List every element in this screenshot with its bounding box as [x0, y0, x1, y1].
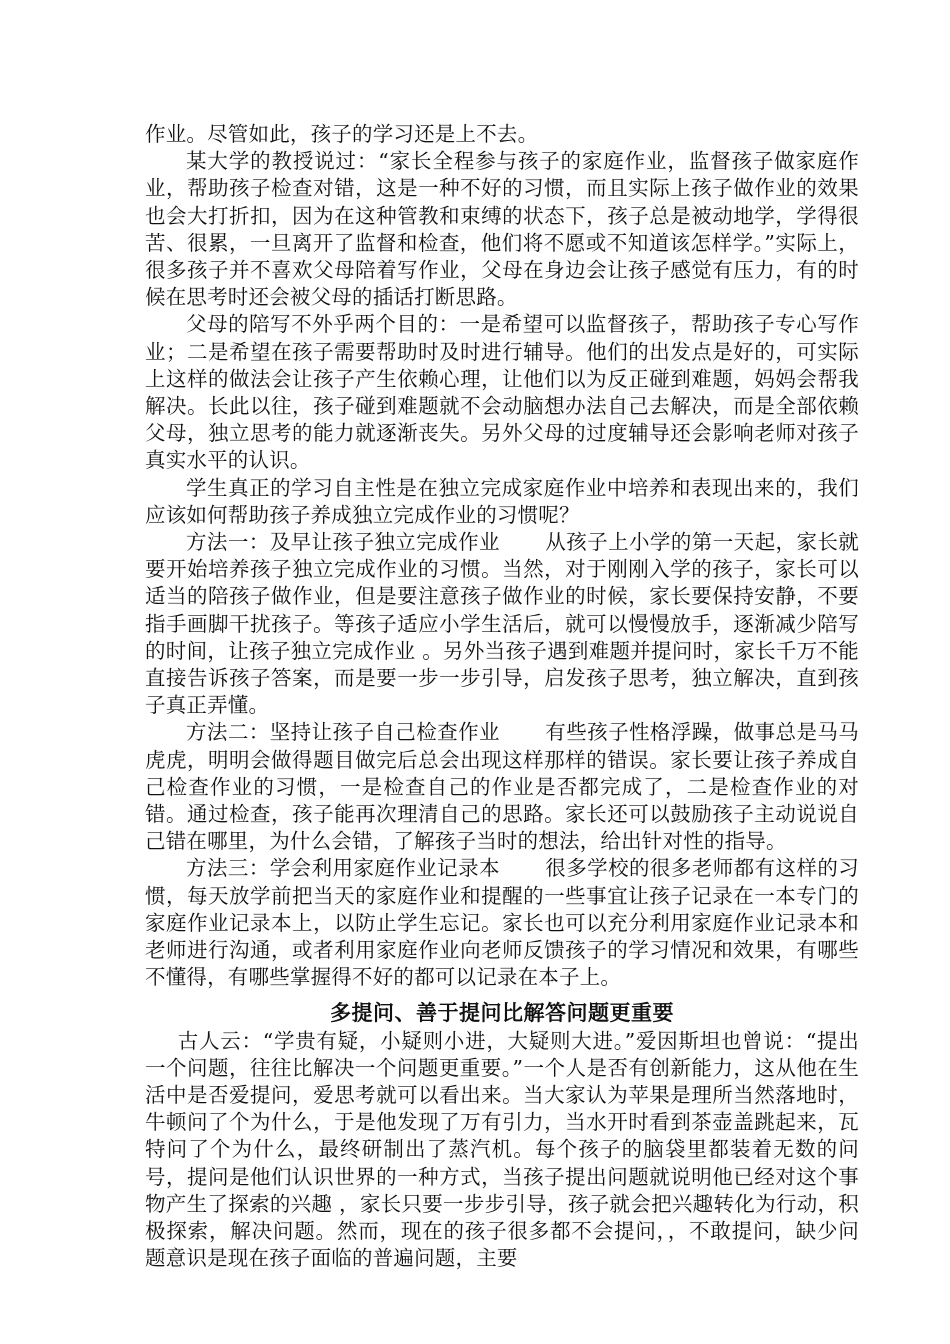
paragraph-questioning: 古人云：“学贵有疑，小疑则小进，大疑则大进。”爱因斯坦也曾说：“提出一个问题，往往比解决一个问题更重要。”一个人是否有创新能力，这从他在生活中是否爱提问，爱思考就可以看出来。当大家认为苹果是理所当然落地时，牛顿问了个为什么，于是他发现了万有引力，当水开时看到茶壶盖跳起来，瓦特问了个为什么，最终研制出了蒸汽机。每个孩子的脑袋里都装着无数的问号，提问是他们认识世界的一种方式，当孩子提出问题就说明他已经对这个事物产生了探索的兴趣 ，家长只要一步步引导，孩子就会把兴趣转化为行动，积极探索，解决问题。然而，现在的孩子很多都不会提问，，不敢提问，缺少问题意识是现在孩子面临的普遍问题，主要 [145, 1028, 859, 1271]
method-three-body: 很多学校的很多老师都有这样的习惯，每天放学前把当天的家庭作业和提醒的一些事宜让孩子记录在一本专门的家庭作业记录本上，以防止学生忘记。家长也可以充分利用家庭作业记录本和老师进行沟通，或者利用家庭作业向老师反馈孩子的学习情况和效果，有哪些不懂得，有哪些掌握得不好的都可以记录在本子上。 [145, 856, 859, 990]
method-two-paragraph [145, 719, 859, 855]
method-two-title: 方法二：坚持让孩子自己检查作业 [186, 720, 500, 745]
method-two-body: 有些孩子性格浮躁，做事总是马马虎虎，明明会做得题目做完后总会出现这样那样的错误。家长要让孩子养成自己检查作业的习惯，一是检查自己的作业是否都完成了，二是检查作业的对错。通过检查，孩子能再次理清自己的思路。家长还可以鼓励孩子主动说说自己错在哪里，为什么会错，了解孩子当时的想法，给出针对性的指导。 [145, 720, 859, 854]
paragraph-autonomy: 学生真正的学习自主性是在独立完成家庭作业中培养和表现出来的，我们应该如何帮助孩子养成独立完成作业的习惯呢？ [145, 475, 859, 527]
method-one-paragraph [145, 529, 859, 719]
document-page [145, 121, 859, 1272]
section-heading: 多提问、善于提问比解答问题更重要 [330, 1000, 674, 1025]
paragraph-parent-purpose: 父母的陪写不外乎两个目的：一是希望可以监督孩子，帮助孩子专心写作业；二是希望在孩子需要帮助时及时进行辅导。他们的出发点是好的，可实际上这样的做法会让孩子产生依赖心理，让他们以为反正碰到难题，妈妈会帮我解决。长此以往，孩子碰到难题就不会动脑想办法自己去解决，而是全部依赖父母，独立思考的能力就逐渐丧失。另外父母的过度辅导还会影响老师对孩子真实水平的认识。 [145, 312, 859, 473]
method-one-title: 方法一：及早让孩子独立完成作业 [186, 530, 500, 555]
paragraph-continuation: 作业。尽管如此，孩子的学习还是上不去。 [145, 122, 539, 146]
method-three-paragraph [145, 855, 859, 991]
method-one-body: 从孩子上小学的第一天起，家长就要开始培养孩子独立完成作业的习惯。当然，对于刚刚入学的孩子，家长可以适当的陪孩子做作业，但是要注意孩子做作业的时候，家长要保持安静，不要指手画脚干扰孩子。等孩子适应小学生活后，就可以慢慢放手，逐渐减少陪写的时间，让孩子独立完成作业 。另外当孩子遇到难题并提问时，家长千万不能直接告诉孩子答案，而是要一步一步引导，启发孩子思考，独立解决，直到孩子真正弄懂。 [145, 530, 859, 718]
paragraph-professor-quote: 某大学的教授说过：“家长全程参与孩子的家庭作业，监督孩子做家庭作业，帮助孩子检查对错，这是一种不好的习惯，而且实际上孩子做作业的效果也会大打折扣，因为在这种管教和束缚的状态下，孩子总是被动地学，学得很苦、很累，一旦离开了监督和检查，他们将不愿或不知道该怎样学。”实际上，很多孩子并不喜欢父母陪着写作业，父母在身边会让孩子感觉有压力，有的时候在思考时还会被父母的插话打断思路。 [145, 149, 859, 310]
method-three-title: 方法三：学会利用家庭作业记录本 [186, 856, 500, 881]
